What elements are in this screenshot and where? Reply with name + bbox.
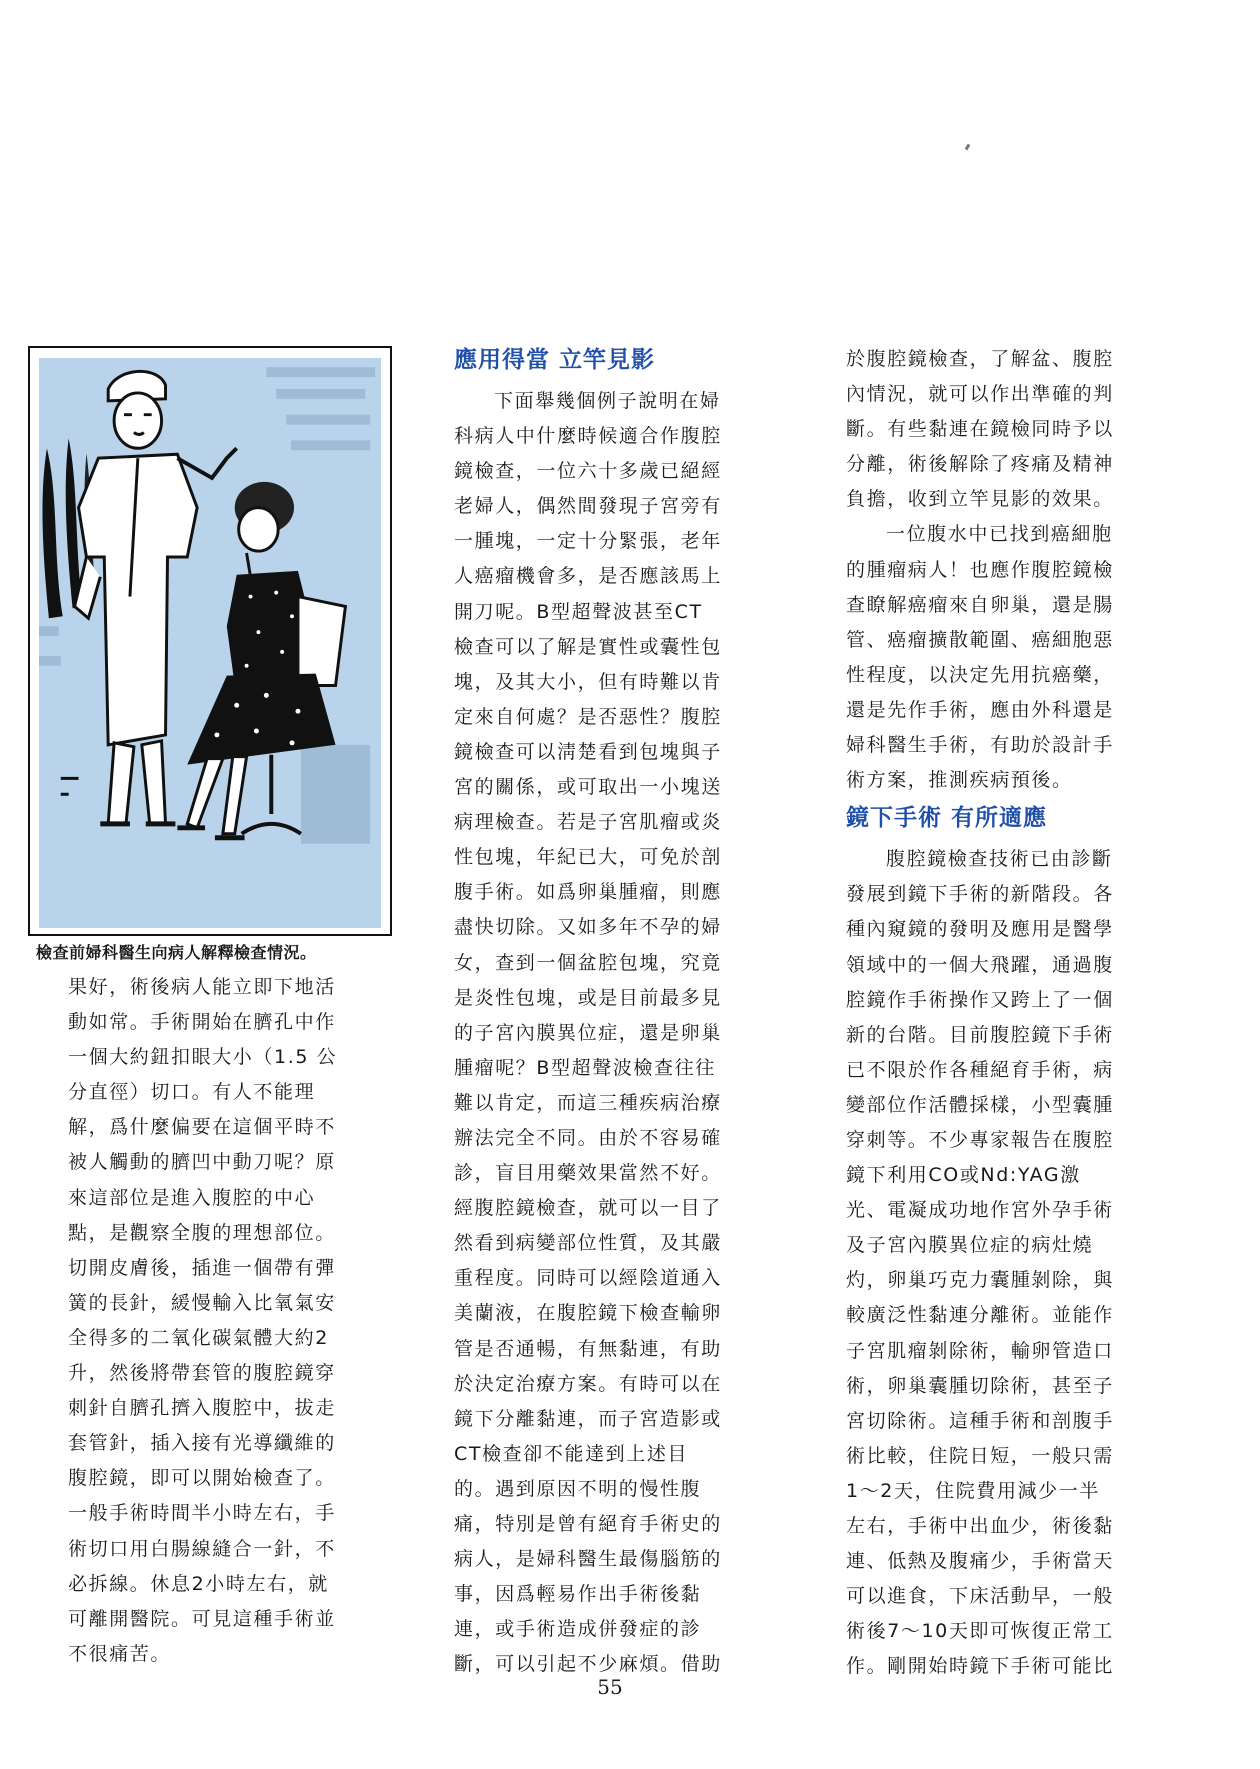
text-line: 術切口用白腸線縫合一針，不 bbox=[68, 1537, 336, 1560]
text-line: 術，卵巢囊腫切除術，甚至子 bbox=[846, 1374, 1114, 1397]
text-line: 腹手術。如爲卵巢腫瘤，則應 bbox=[454, 881, 722, 904]
text-line: 性包塊，年紀已大，可免於剖 bbox=[454, 846, 722, 869]
text-line: 病人，是婦科醫生最傷腦筋的 bbox=[454, 1548, 722, 1571]
text-line: 經腹腔鏡檢查，就可以一目了 bbox=[454, 1197, 722, 1220]
text-line: 定來自何處？是否惡性？腹腔 bbox=[454, 705, 722, 728]
text-line: 可離開醫院。可見這種手術並 bbox=[68, 1607, 336, 1630]
text-line: CT檢查卻不能達到上述目 bbox=[454, 1442, 689, 1465]
text-line: 全得多的二氧化碳氣體大約2 bbox=[68, 1326, 329, 1349]
text-line: 術比較，住院日短，一般只需 bbox=[846, 1444, 1114, 1467]
text-line: 還是先作手術，應由外科還是 bbox=[846, 698, 1114, 721]
text-line: 新的台階。目前腹腔鏡下手術 bbox=[846, 1023, 1114, 1046]
text-line: 的腫瘤病人！也應作腹腔鏡檢 bbox=[846, 558, 1114, 581]
text-line: 斷。有些黏連在鏡檢同時予以 bbox=[846, 418, 1114, 441]
text-line: 一般手術時間半小時左右，手 bbox=[68, 1502, 336, 1525]
text-line: 被人觸動的臍凹中動刀呢？原 bbox=[68, 1151, 336, 1174]
text-line: 變部位作活體採樣，小型囊腫 bbox=[846, 1093, 1114, 1116]
text-line: 解，爲什麼偏要在這個平時不 bbox=[68, 1116, 336, 1139]
text-line: 已不限於作各種絕育手術，病 bbox=[846, 1058, 1114, 1081]
text-line: 婦科醫生手術，有助於設計手 bbox=[846, 734, 1114, 757]
text-line: 術後7～10天即可恢復正常工 bbox=[846, 1620, 1114, 1643]
text-line: 簧的長針，緩慢輸入比氧氣安 bbox=[68, 1291, 336, 1314]
text-line: 光、電凝成功地作宮外孕手術 bbox=[846, 1199, 1114, 1222]
text-line: 下面舉幾個例子說明在婦 bbox=[494, 390, 721, 412]
column-3-lines-a bbox=[846, 342, 1152, 798]
text-line: 人癌瘤機會多，是否應該馬上 bbox=[454, 565, 722, 588]
column-2-lines bbox=[454, 384, 760, 1682]
text-line: 的。遇到原因不明的慢性腹 bbox=[454, 1477, 702, 1500]
column-3 bbox=[846, 342, 1152, 1684]
text-line: 可以進食，下床活動早，一般 bbox=[846, 1585, 1114, 1608]
text-line: 查瞭解癌瘤來自卵巢，還是腸 bbox=[846, 593, 1114, 616]
text-line: 美蘭液，在腹腔鏡下檢查輸卵 bbox=[454, 1302, 722, 1325]
text-line: 宮的關係，或可取出一小塊送 bbox=[454, 776, 722, 799]
text-line: 開刀呢。B型超聲波甚至CT bbox=[454, 600, 703, 623]
text-line: 檢查可以了解是實性或囊性包 bbox=[454, 635, 722, 658]
text-line: 診，盲目用藥效果當然不好。 bbox=[454, 1162, 722, 1185]
text-line: 套管針，插入接有光導纖維的 bbox=[68, 1432, 336, 1455]
text-line: 升，然後將帶套管的腹腔鏡穿 bbox=[68, 1362, 336, 1385]
text-line: 腹腔鏡檢查技術已由診斷 bbox=[886, 848, 1113, 871]
text-line: 左右，手術中出血少，術後黏 bbox=[846, 1515, 1114, 1537]
doctor-patient-illustration-icon bbox=[39, 358, 381, 928]
scan-speck bbox=[965, 144, 971, 151]
text-line: 管、癌瘤擴散範圍、癌細胞惡 bbox=[846, 628, 1114, 651]
text-line: 必拆線。休息2小時左右，就 bbox=[68, 1572, 329, 1595]
text-line: 腹腔鏡，即可以開始檢查了。 bbox=[68, 1467, 336, 1490]
text-line: 事，因爲輕易作出手術後黏 bbox=[454, 1583, 702, 1606]
text-line: 辦法完全不同。由於不容易確 bbox=[454, 1126, 722, 1149]
text-line: 的子宮內膜異位症，還是卵巢 bbox=[454, 1021, 722, 1044]
text-line: 科病人中什麼時候適合作腹腔 bbox=[454, 425, 722, 448]
text-line: 灼，卵巢巧克力囊腫剝除，與 bbox=[846, 1269, 1114, 1292]
text-line: 鏡下利用CO或Nd:YAG激 bbox=[846, 1164, 1081, 1187]
text-line: 鏡檢查，一位六十多歲已絕經 bbox=[454, 460, 722, 483]
section-heading-1: 應用得當 立竿見影 bbox=[454, 347, 656, 373]
text-line: 連、低熱及腹痛少，手術當天 bbox=[846, 1550, 1114, 1573]
text-line: 難以肯定，而這三種疾病治療 bbox=[454, 1091, 722, 1114]
text-line: 然看到病變部位性質，及其嚴 bbox=[454, 1232, 722, 1255]
text-line: 於腹腔鏡檢查，了解盆、腹腔 bbox=[846, 348, 1114, 370]
text-line: 一位腹水中已找到癌細胞 bbox=[886, 523, 1113, 546]
text-line: 動如常。手術開始在臍孔中作 bbox=[68, 1011, 336, 1034]
illustration bbox=[39, 358, 381, 928]
text-line: 鏡檢查可以淸楚看到包塊與子 bbox=[454, 740, 722, 763]
text-line: 作。剛開始時鏡下手術可能比 bbox=[846, 1655, 1114, 1678]
text-line: 刺針自臍孔擠入腹腔中，拔走 bbox=[68, 1397, 336, 1420]
figure-caption: 檢查前婦科醫生向病人解釋檢查情況。 bbox=[36, 943, 317, 962]
text-line: 內情況，就可以作出準確的判 bbox=[846, 383, 1114, 406]
text-line: 是炎性包塊，或是目前最多見 bbox=[454, 986, 722, 1009]
text-line: 盡快切除。又如多年不孕的婦 bbox=[454, 916, 722, 939]
text-line: 斷，可以引起不少麻煩。借助 bbox=[454, 1653, 722, 1676]
column-1 bbox=[68, 970, 398, 1672]
text-line: 女，查到一個盆腔包塊，究竟 bbox=[454, 951, 722, 974]
text-line: 腫瘤呢？B型超聲波檢查往往 bbox=[454, 1056, 716, 1079]
text-line: 較廣泛性黏連分離術。並能作 bbox=[846, 1304, 1114, 1327]
text-line: 於決定治療方案。有時可以在 bbox=[454, 1372, 722, 1395]
text-line: 分直徑）切口。有人不能理 bbox=[68, 1081, 316, 1104]
text-line: 及子宮內膜異位症的病灶燒 bbox=[846, 1234, 1094, 1257]
text-line: 一個大約鈕扣眼大小（1.5 公 bbox=[68, 1046, 338, 1069]
text-line: 1～2天，住院費用減少一半 bbox=[846, 1479, 1100, 1502]
text-line: 切開皮膚後，插進一個帶有彈 bbox=[68, 1256, 336, 1279]
text-line: 重程度。同時可以經陰道通入 bbox=[454, 1267, 722, 1290]
text-line: 老婦人，偶然間發現子宮旁有 bbox=[454, 495, 722, 518]
text-line: 子宮肌瘤剝除術，輸卵管造口 bbox=[846, 1339, 1114, 1362]
column-3-lines-b bbox=[846, 842, 1152, 1684]
column-2 bbox=[454, 342, 760, 1682]
text-line: 痛，特別是曾有絕育手術史的 bbox=[454, 1513, 722, 1535]
column-1-lines bbox=[68, 970, 398, 1672]
text-line: 病理檢查。若是子宮肌瘤或炎 bbox=[454, 811, 722, 834]
text-line: 不很痛苦。 bbox=[68, 1642, 172, 1665]
text-line: 點，是觀察全腹的理想部位。 bbox=[68, 1221, 336, 1244]
text-line: 術方案，推測疾病預後。 bbox=[846, 769, 1073, 792]
text-line: 果好，術後病人能立即下地活 bbox=[68, 976, 336, 998]
section-heading-2: 鏡下手術 有所適應 bbox=[846, 805, 1048, 832]
text-line: 一腫塊，一定十分緊張，老年 bbox=[454, 530, 722, 553]
text-line: 發展到鏡下手術的新階段。各 bbox=[846, 883, 1114, 906]
text-line: 鏡下分離黏連，而子宮造影或 bbox=[454, 1407, 722, 1430]
text-line: 塊，及其大小，但有時難以肯 bbox=[454, 670, 722, 693]
text-line: 來這部位是進入腹腔的中心 bbox=[68, 1186, 316, 1209]
text-line: 穿刺等。不少專家報告在腹腔 bbox=[846, 1128, 1114, 1151]
text-line: 領域中的一個大飛躍，通過腹 bbox=[846, 953, 1114, 976]
text-line: 腔鏡作手術操作又跨上了一個 bbox=[846, 988, 1114, 1011]
text-line: 性程度，以決定先用抗癌藥， bbox=[846, 663, 1114, 686]
text-line: 負擔，收到立竿見影的效果。 bbox=[846, 488, 1114, 511]
text-line: 連，或手術造成併發症的診 bbox=[454, 1618, 702, 1641]
text-line: 宮切除術。這種手術和剖腹手 bbox=[846, 1409, 1114, 1432]
text-line: 分離，術後解除了疼痛及精神 bbox=[846, 453, 1114, 476]
page-number: 55 bbox=[597, 1675, 623, 1699]
illustration-frame bbox=[28, 346, 392, 936]
text-line: 管是否通暢，有無黏連，有助 bbox=[454, 1337, 722, 1360]
text-line: 種內窺鏡的發明及應用是醫學 bbox=[846, 918, 1114, 941]
